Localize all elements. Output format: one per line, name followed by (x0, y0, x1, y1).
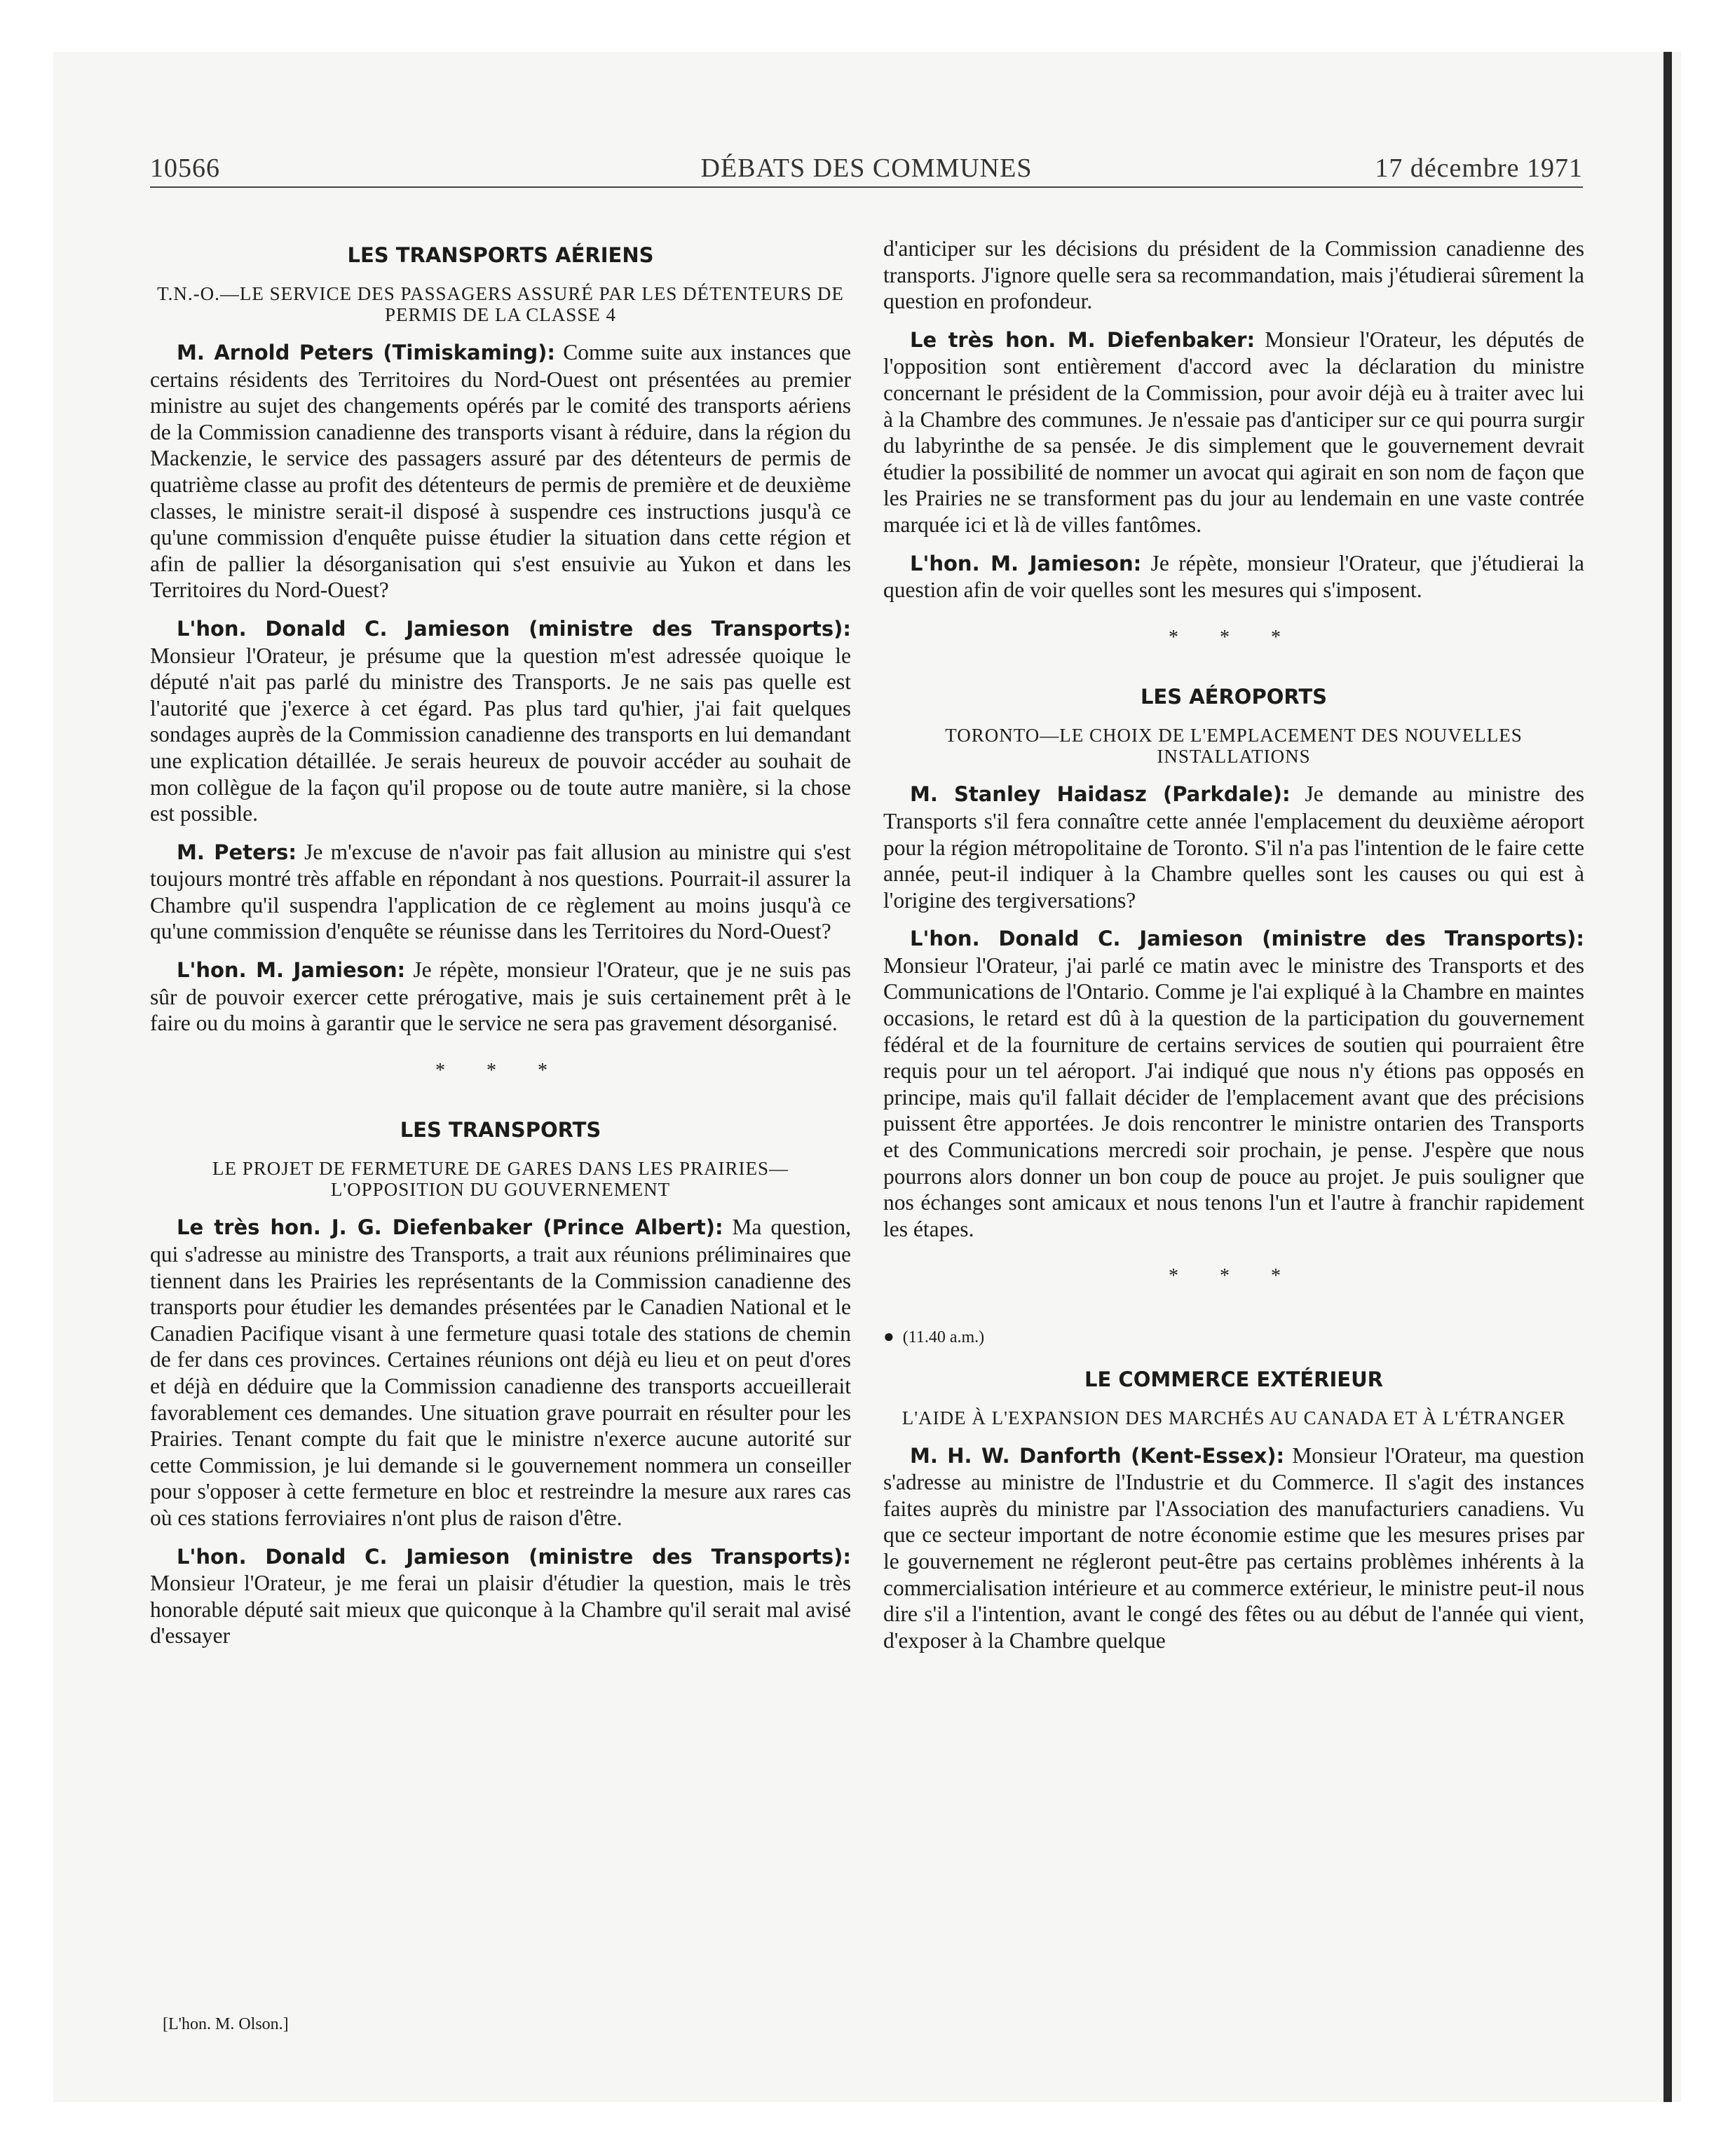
paragraph (150, 1214, 851, 1531)
speaker: M. Arnold Peters (Timiskaming): (177, 341, 556, 364)
left-column (150, 236, 851, 1661)
speaker: Le très hon. J. G. Diefenbaker (Prince Albert): (177, 1215, 723, 1240)
section-separator: * * * (1169, 626, 1299, 648)
bullet-icon: ● (883, 1326, 894, 1346)
paragraph (883, 781, 1584, 913)
timestamp (883, 1323, 1584, 1351)
paragraph (883, 1442, 1584, 1654)
speech-text: Monsieur l'Orateur, ma question s'adresse au ministre de l'Industrie et du Commerce. Il s'agit des instances faites auprès du ministre par l'Association des manufacturiers canadiens. Vu que ce secteur important de notre économie estime que les mesures prises par le gouvernement ne régleront peut-être pas certains problèmes inhérents à la commercialisation intérieure et au commerce extérieur, le ministre peut-il nous dire s'il a l'intention, avant le congé des fêtes ou au début de l'année qui vient, d'exposer à la Chambre quelque (883, 1442, 1585, 1653)
speech-text: Je m'excuse de n'avoir pas fait allusion au ministre qui s'est toujours montré très affable en répondant à nos questions. Pourrait-il assurer la Chambre qu'il suspendra l'application de ce règlement au moins jusqu'à ce qu'une commission d'enquête se réunisse dans les Territoires du Nord-Ouest? (150, 839, 851, 944)
paragraph (883, 925, 1584, 1242)
paragraph (150, 839, 851, 945)
speaker: L'hon. M. Jamieson: (910, 551, 1142, 575)
paragraph (883, 327, 1584, 538)
time-text: (11.40 a.m.) (902, 1328, 985, 1346)
section-title: LES AÉROPORTS (1140, 685, 1328, 709)
speech-text: Monsieur l'Orateur, j'ai parlé ce matin avec le ministre des Transports et des Communications de l'Ontario. Comme je l'ai expliqué à la Chambre en maintes occasions, le retard est dû à la question de la participation du gouvernement fédéral et de la fourniture de certains services de soutien qui pourraient être requis pour un tel aéroport. J'ai indiqué que nous n'y étions pas opposés en principe, mais qu'il fallait décider de l'emplacement avant que des précisions puissent être apportées. Je dois rencontrer le ministre ontarien des Transports et des Communications mercredi soir prochain, je pense. J'espère que nous pourrons alors donner un bon coup de pouce au projet. Je puis souligner que nos échanges sont amicaux et nous tenons l'un et l'autre à franchir rapidement les étapes. (883, 953, 1584, 1241)
section-title: LES TRANSPORTS (400, 1118, 601, 1142)
publication-date: 17 décembre 1971 (1375, 153, 1583, 183)
header-rule (150, 186, 1583, 188)
speaker: M. Stanley Haidasz (Parkdale): (910, 782, 1291, 807)
speech-text: d'anticiper sur les décisions du président de la Commission canadienne des transports. J'ignore quelle sera sa recommandation, mais j'étudierai sûrement la question en profondeur. (883, 236, 1584, 314)
speaker: L'hon. Donald C. Jamieson (ministre des Transports): (177, 1544, 851, 1569)
section-subtitle: TORONTO—LE CHOIX DE L'EMPLACEMENT DES NOUVELLES INSTALLATIONS (945, 725, 1523, 767)
speech-text: Je répète, monsieur l'Orateur, que j'étudierai la question afin de voir quelles sont les mesures qui s'imposent. (883, 550, 1584, 603)
speech-text: Monsieur l'Orateur, les députés de l'opposition sont entièrement d'accord avec la déclaration du ministre concernant le président de la Commission, pour avoir déjà eu à traiter avec lui à la Chambre des communes. Je n'essaie pas d'anticiper sur ce qui pourra surgir du labyrinthe de sa pensée. Je dis simplement que le gouvernement devrait étudier la possibilité de nommer un avocat qui agirait en son nom de façon que les Prairies ne se transforment pas du jour au lendemain en une vaste contrée marquée ici et là de villes fantômes. (883, 327, 1584, 537)
section-separator: * * * (435, 1059, 566, 1082)
footnote: [L'hon. M. Olson.] (163, 2015, 289, 2033)
speech-text: Monsieur l'Orateur, je me ferai un plaisir d'étudier la question, mais le très honorable député sait mieux que quiconque à la Chambre qu'il serait mal avisé d'essayer (150, 1571, 851, 1649)
section-separator: * * * (1169, 1265, 1299, 1288)
paragraph (150, 615, 851, 827)
section-title: LE COMMERCE EXTÉRIEUR (1084, 1367, 1383, 1391)
speech-text: Je répète, monsieur l'Orateur, que je ne suis pas sûr de pouvoir exercer cette prérogative, mais je suis certainement prêt à le faire ou du moins à garantir que le service ne sera pas gravement désorganisé. (150, 957, 851, 1036)
speech-text: Ma question, qui s'adresse au ministre des Transports, a trait aux réunions préliminaires que tiennent dans les Prairies les représentants de la Commission canadienne des transports pour étudier les demandes présentées par le Canadien National et le Canadien Pacifique visant à une fermeture quasi totale des stations de chemin de fer dans ces provinces. Certaines réunions ont déjà eu lieu et on peut d'ores et déjà en déduire que la Commission canadienne des transports accueillerait favorablement ces demandes. Une situation grave pourrait en résulter pour les Prairies. Tenant compte du fait que le ministre n'exerce aucune autorité sur cette Commission, je lui demande si le gouvernement nommera un conseiller pour s'opposer à cette fermeture en bloc et restreindre la mesure aux rares cas où ces stations ferroviaires n'ont plus de raison d'être. (150, 1215, 852, 1530)
page-spine-shadow (1663, 52, 1672, 2102)
paragraph (150, 957, 851, 1037)
speech-text: Monsieur l'Orateur, je présume que la question m'est adressée quoique le député n'ait pas parlé du ministre des Transports. Je ne sais pas quelle est l'autorité que j'exerce à cet égard. Pas plus tard qu'hier, j'ai fait quelques sondages auprès de la Commission canadienne des transports en lui demandant une explication détaillée. Je serais heureux de pouvoir accéder au souhait de mon collègue de la façon qu'il propose ou de toute autre manière, si la chose est possible. (150, 643, 851, 826)
speaker: L'hon. Donald C. Jamieson (ministre des Transports): (177, 616, 851, 641)
right-column (883, 236, 1584, 1665)
speaker: M. Peters: (177, 840, 297, 864)
speech-text: Comme suite aux instances que certains résidents des Territoires du Nord-Ouest ont présentées au premier ministre au sujet des changements opérés par le comité des transports aériens de la Commission canadienne des transports visant à réduire, dans la région du Mackenzie, le service des passagers assuré par des détenteurs de permis de quatrième classe au profit des détenteurs de permis de première et de deuxième classes, le ministre serait-il disposé à suspendre ces instructions jusqu'à ce qu'une commission d'enquête puisse étudier la situation dans cette région et afin de pallier la désorganisation qui s'est ensuivie au Yukon et dans les Territoires du Nord-Ouest? (150, 340, 852, 603)
page-header (150, 153, 1583, 186)
section-subtitle: LE PROJET DE FERMETURE DE GARES DANS LES PRAIRIES—L'OPPOSITION DU GOUVERNEMENT (212, 1158, 789, 1201)
paragraph (883, 550, 1584, 603)
speaker: M. H. W. Danforth (Kent-Essex): (910, 1443, 1285, 1468)
paragraph (150, 339, 851, 603)
section-subtitle: L'AIDE À L'EXPANSION DES MARCHÉS AU CANADA ET À L'ÉTRANGER (901, 1407, 1566, 1428)
speaker: L'hon. Donald C. Jamieson (ministre des Transports): (910, 927, 1584, 951)
paragraph (883, 236, 1584, 315)
paragraph (150, 1543, 851, 1649)
section-title: LES TRANSPORTS AÉRIENS (347, 243, 654, 267)
speech-text: Je demande au ministre des Transports s'il fera connaître cette année l'emplacement du deuxième aéroport pour la région métropolitaine de Toronto. S'il n'a pas l'intention de le faire cette année, peut-il indiquer à la Chambre quelles sont les causes ou qui est à l'origine des tergiversations? (883, 782, 1584, 913)
page-number: 10566 (150, 153, 220, 183)
publication-title: DÉBATS DES COMMUNES (700, 153, 1033, 183)
speaker: L'hon. M. Jamieson: (177, 958, 406, 983)
section-subtitle: T.N.-O.—LE SERVICE DES PASSAGERS ASSURÉ PAR LES DÉTENTEURS DE PERMIS DE LA CLASSE 4 (157, 283, 844, 325)
speaker: Le très hon. M. Diefenbaker: (910, 327, 1256, 352)
